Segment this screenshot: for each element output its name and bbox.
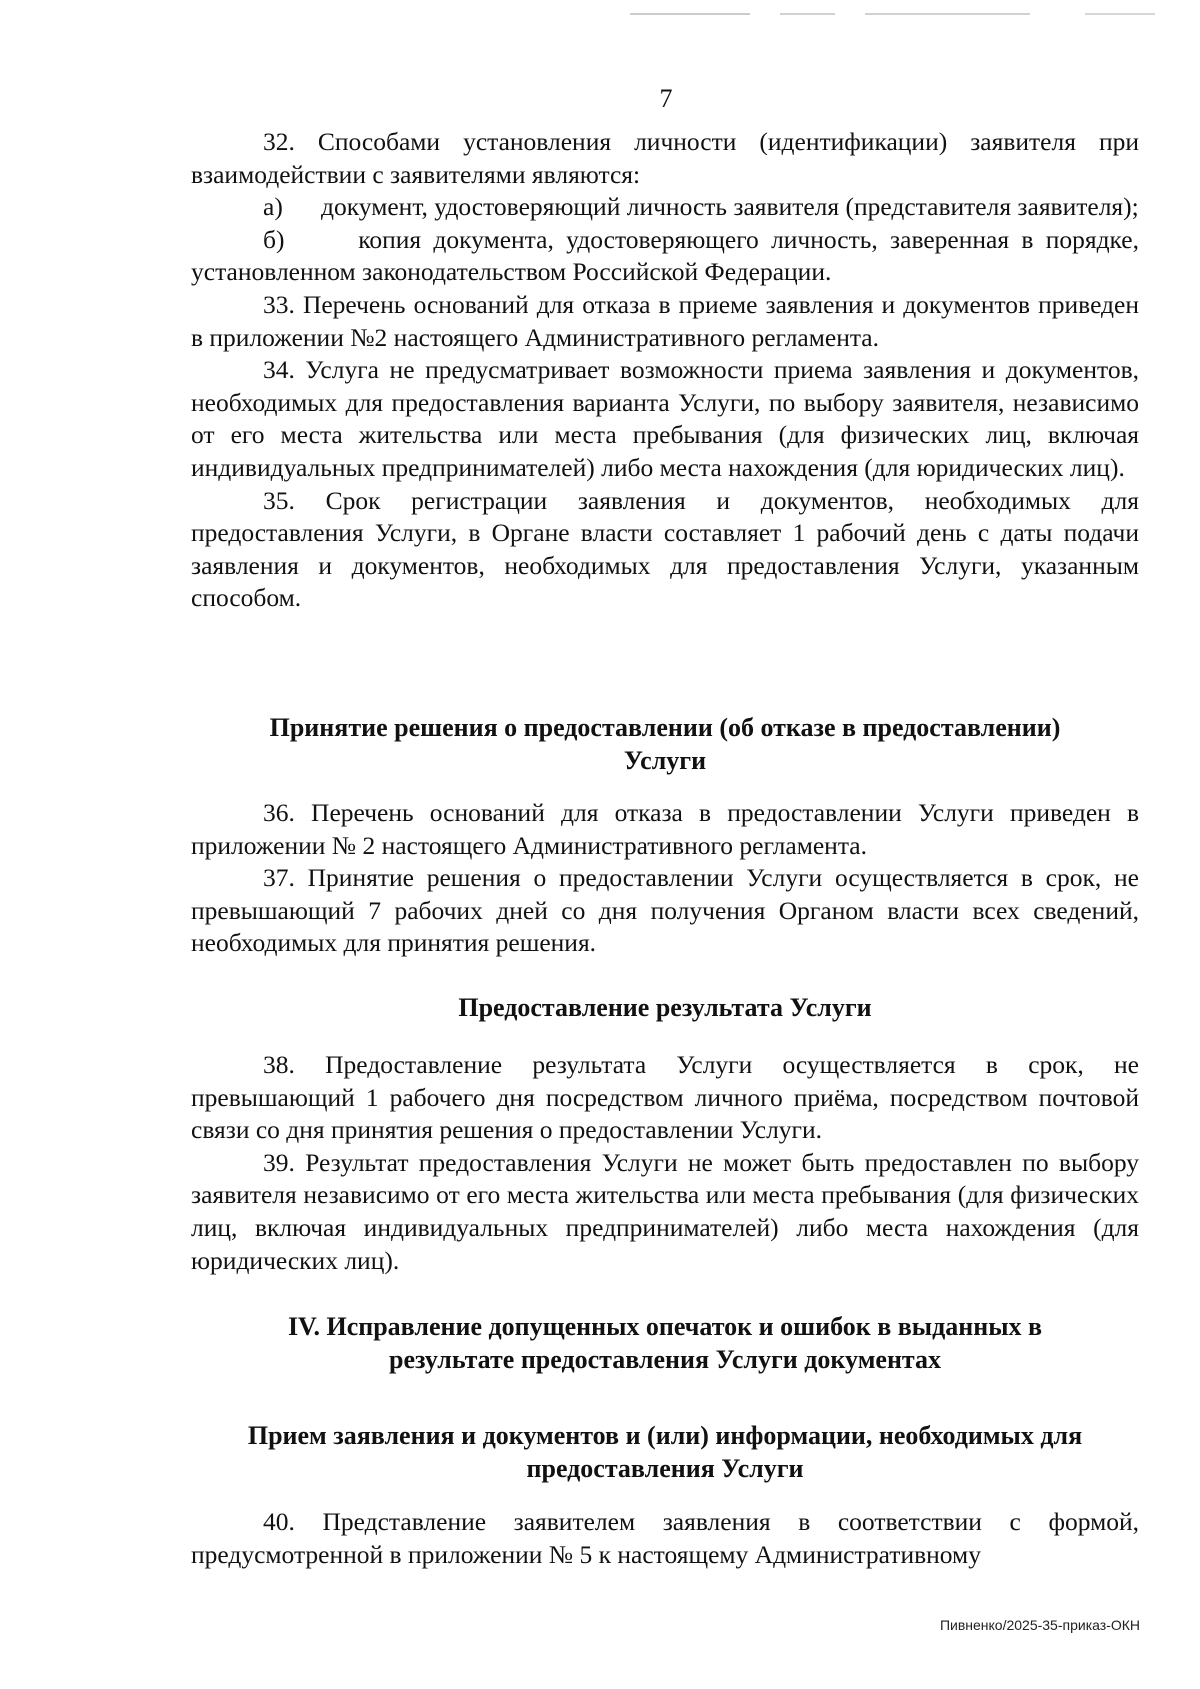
heading-reception-line1: Прием заявления и документов и (или) информации, необходимых для <box>247 1421 1083 1450</box>
page-number: 7 <box>659 84 673 113</box>
section-decision <box>191 797 1139 960</box>
heading-reception <box>191 1419 1139 1485</box>
scan-artifact <box>1085 13 1155 15</box>
section-result <box>191 1049 1139 1277</box>
paragraph-38: 38. Предоставление результата Услуги осуществляется в срок, не превышающий 1 рабочего дня посредством личного приёма, посредством почтовой связи со дня принятия решения о предоставлении Услуги. <box>191 1050 1139 1145</box>
heading-decision <box>191 711 1139 777</box>
paragraph-33: 33. Перечень оснований для отказа в приеме заявления и документов приведен в приложении №2 настоящего Административного регламента. <box>191 289 1139 352</box>
section-identification <box>191 126 1139 615</box>
heading-section-iv-line2: результате предоставления Услуги документах <box>388 1345 942 1374</box>
paragraph-32b: б) копия документа, удостоверяющего личность, заверенная в порядке, установленном законодательством Российской Федерации. <box>191 224 1139 287</box>
heading-decision-line1: Принятие решения о предоставлении (об отказе в предоставлении) <box>269 713 1061 742</box>
paragraph-40: 40. Представление заявителем заявления в соответствии с формой, предусмотренной в приложении № 5 к настоящему Административному <box>191 1507 1139 1569</box>
heading-result-line1: Предоставление результата Услуги <box>458 993 872 1022</box>
paragraph-35: 35. Срок регистрации заявления и документов, необходимых для предоставления Услуги, в Органе власти составляет 1 рабочий день с даты подачи заявления и документов, необходимых для предоставления Услуги, указанным способом. <box>191 485 1139 613</box>
heading-result <box>191 991 1139 1024</box>
paragraph-36: 36. Перечень оснований для отказа в предоставлении Услуги приведен в приложении № 2 настоящего Административного регламента. <box>191 798 1139 860</box>
paragraph-32: 32. Способами установления личности (идентификации) заявителя при взаимодействии с заявителями являются: <box>191 127 1139 189</box>
scan-artifact <box>780 13 835 15</box>
paragraph-37: 37. Принятие решения о предоставлении Услуги осуществляется в срок, не превышающий 7 рабочих дней со дня получения Органом власти всех сведений, необходимых для принятия решения. <box>191 863 1139 958</box>
paragraph-32a: а) документ, удостоверяющий личность заявителя (представителя заявителя); <box>263 192 1139 222</box>
document-footer-code: Пивненко/2025-35-приказ-ОКН <box>939 1617 1140 1633</box>
section-reception <box>191 1506 1139 1571</box>
scan-artifact <box>630 13 750 15</box>
heading-decision-line2: Услуги <box>623 746 707 775</box>
paragraph-34: 34. Услуга не предусматривает возможности приема заявления и документов, необходимых для предоставления варианта Услуги, по выбору заявителя, независимо от его места жительства или места пребывания (для физических лиц, включая индивидуальных предпринимателей) либо места нахождения (для юридических лиц). <box>191 355 1139 482</box>
paragraph-39: 39. Результат предоставления Услуги не может быть предоставлен по выбору заявителя независимо от его места жительства или места пребывания (для физических лиц, включая индивидуальных предпринимателей) либо места нахождения (для юридических лиц). <box>191 1147 1139 1275</box>
heading-reception-line2: предоставления Услуги <box>526 1454 804 1483</box>
heading-section-iv-line1: IV. Исправление допущенных опечаток и ошибок в выданных в <box>287 1312 1043 1341</box>
scan-artifact <box>865 13 1030 15</box>
heading-section-iv <box>191 1310 1139 1376</box>
